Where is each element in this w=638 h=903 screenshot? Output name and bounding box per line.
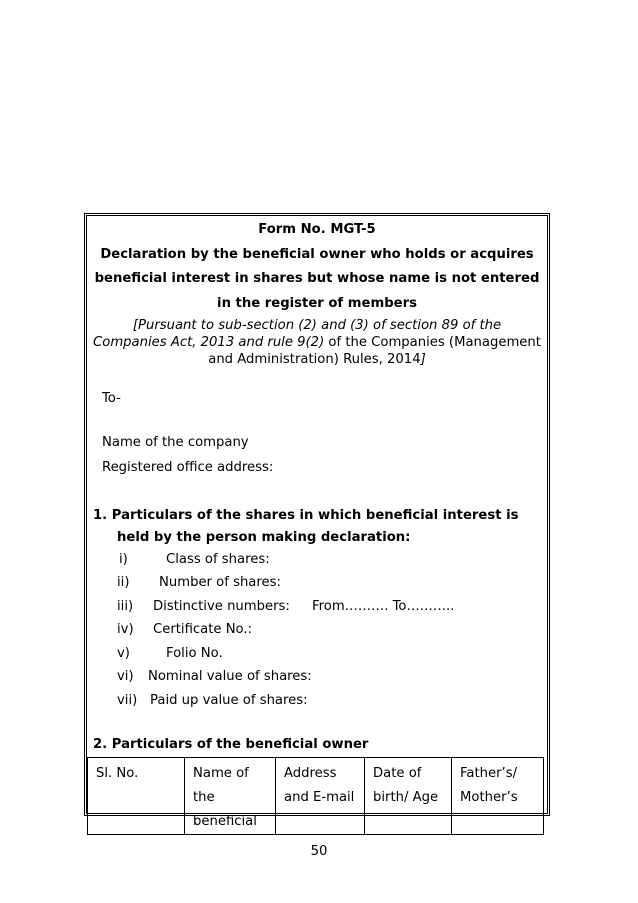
header-line: Address: [284, 766, 337, 781]
item-distinctive-numbers: Distinctive numbers:: [153, 599, 290, 614]
pursuant-line-2: [84, 335, 550, 351]
item-number: i): [119, 552, 128, 567]
form-title: Form No. MGT-5: [258, 222, 376, 237]
page-number: 50: [310, 844, 328, 859]
table-header-cell: [365, 758, 452, 835]
header-line: beneficial: [193, 814, 257, 829]
table-header-row: [88, 758, 544, 835]
pursuant-line-3: [84, 352, 550, 368]
item-number: iii): [117, 599, 134, 614]
item-number: iv): [117, 622, 134, 637]
header-line: Father’s/: [460, 766, 518, 781]
pursuant-line-2-italic: Companies Act, 2013 and rule 9(2): [93, 335, 325, 350]
header-line: Mother’s: [460, 790, 518, 805]
pursuant-line-2-rest: of the Companies (Management: [324, 335, 541, 350]
section-1-heading-cont: held by the person making declaration:: [117, 530, 411, 545]
pursuant-line-1: [Pursuant to sub-section (2) and (3) of section 89 of the: [132, 318, 502, 333]
section-1-heading: 1. Particulars of the shares in which beneficial interest is: [93, 508, 519, 523]
declaration-line-3: in the register of members: [217, 296, 417, 311]
item-number: v): [117, 646, 130, 661]
header-line: Sl. No.: [96, 766, 139, 781]
item-number-of-shares: Number of shares:: [159, 575, 281, 590]
item-folio-no: Folio No.: [166, 646, 223, 661]
pursuant-line-3-text: and Administration) Rules, 2014: [208, 352, 421, 367]
from-to-range: From………. To………..: [312, 599, 455, 614]
table-header-cell: [452, 758, 544, 835]
header-line: and E-mail: [284, 790, 355, 805]
company-name-label: Name of the company: [102, 435, 249, 450]
item-nominal-value: Nominal value of shares:: [148, 669, 312, 684]
section-2-heading: 2. Particulars of the beneficial owner: [93, 737, 369, 752]
table-header-cell: [185, 758, 276, 835]
beneficial-owner-table: [87, 757, 544, 835]
registered-office-label: Registered office address:: [102, 460, 274, 475]
header-line: Name of the: [193, 766, 249, 805]
table-header-cell: [276, 758, 365, 835]
declaration-line-2: beneficial interest in shares but whose name is not entered: [94, 271, 540, 286]
pursuant-line-3-bracket: ]: [420, 352, 426, 367]
item-number: vi): [117, 669, 134, 684]
item-certificate-no: Certificate No.:: [153, 622, 253, 637]
table-header-cell: [88, 758, 185, 835]
declaration-line-1: Declaration by the beneficial owner who holds or acquires: [100, 247, 534, 262]
item-number: vii): [117, 693, 138, 708]
item-paid-up-value: Paid up value of shares:: [150, 693, 308, 708]
item-number: ii): [117, 575, 130, 590]
header-line: birth/ Age: [373, 790, 439, 805]
to-label: To-: [102, 391, 121, 406]
header-line: Date of: [373, 766, 422, 781]
item-class-of-shares: Class of shares:: [166, 552, 270, 567]
